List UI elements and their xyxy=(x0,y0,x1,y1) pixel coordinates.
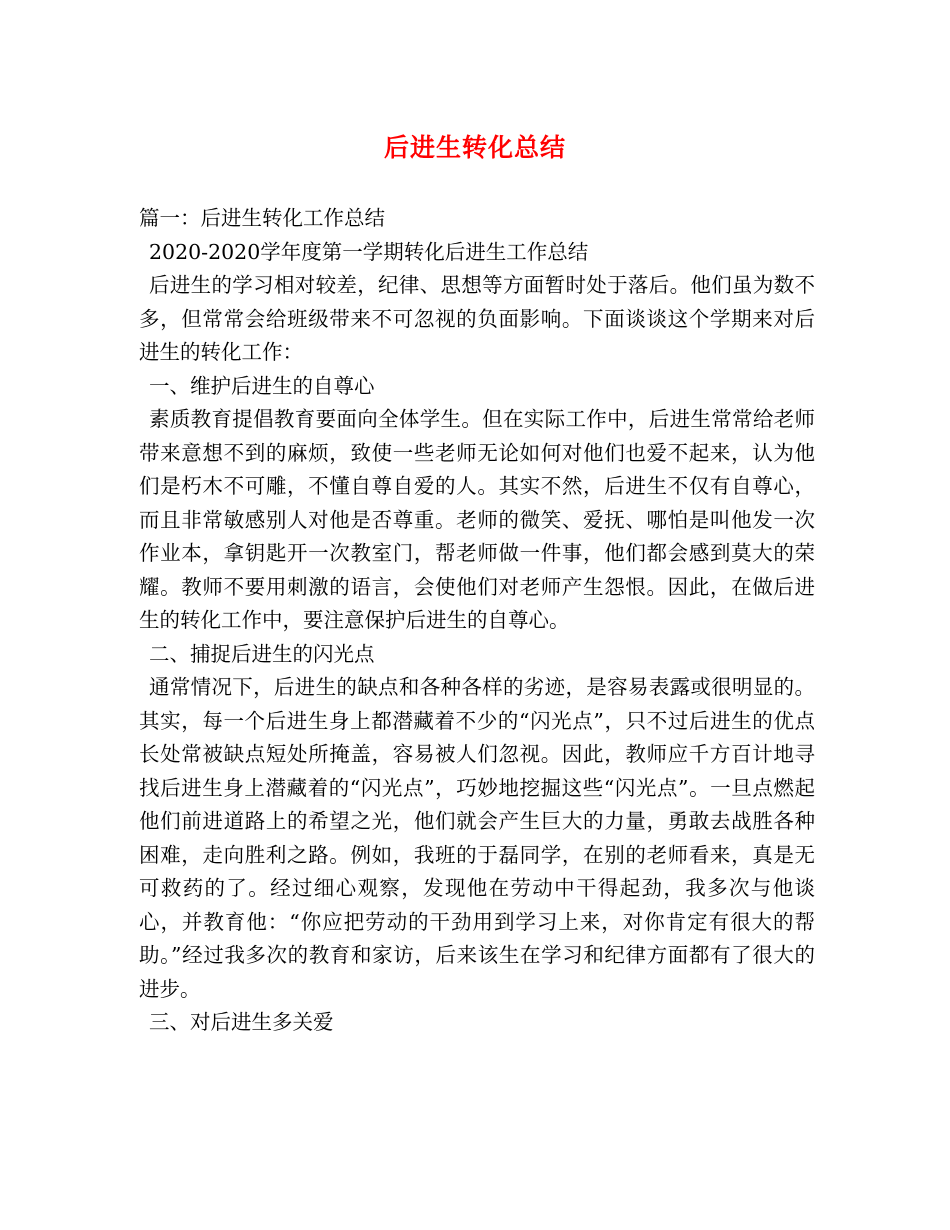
body-paragraph: 通常情况下，后进生的缺点和各种各样的劣迹，是容易表露或很明显的。其实，每一个后进生身上都潜藏着不少的“闪光点”，只不过后进生的优点长处常被缺点短处所掩盖，容易被人们忽视。因此，教师应千方百计地寻找后进生身上潜藏着的“闪光点”，巧妙地挖掘这些“闪光点”。一旦点燃起他们前进道路上的希望之光，他们就会产生巨大的力量，勇敢去战胜各种困难，走向胜利之路。例如，我班的于磊同学，在别的老师看来，真是无可救药的了。经过细心观察，发现他在劳动中干得起劲，我多次与他谈心，并教育他：“你应把劳动的干劲用到学习上来，对你肯定有很大的帮助。”经过我多次的教育和家访，后来该生在学习和纪律方面都有了很大的进步。 xyxy=(139,675,815,1001)
subtitle-line: 2020-2020学年度第一学期转化后进生工作总结 xyxy=(149,239,589,264)
subsection-heading: 一、维护后进生的自尊心 xyxy=(149,373,375,398)
body-paragraph: 素质教育提倡教育要面向全体学生。但在实际工作中，后进生常常给老师带来意想不到的麻烦，致使一些老师无论如何对他们也爱不起来，认为他们是朽木不可雕，不懂自尊自爱的人。其实不然，后进生不仅有自尊心，而且非常敏感别人对他是否尊重。老师的微笑、爱抚、哪怕是叫他发一次作业本，拿钥匙开一次教室门，帮老师做一件事，他们都会感到莫大的荣耀。教师不要用刺激的语言，会使他们对老师产生怨恨。因此，在做后进生的转化工作中，要注意保护后进生的自尊心。 xyxy=(139,407,815,632)
document-title: 后进生转化总结 xyxy=(383,133,566,162)
section-heading: 篇一：后进生转化工作总结 xyxy=(139,206,385,230)
subsection-heading: 三、对后进生多关爱 xyxy=(149,1010,334,1034)
body-paragraph: 后进生的学习相对较差，纪律、思想等方面暂时处于落后。他们虽为数不多，但常常会给班级带来不可忽视的负面影响。下面谈谈这个学期来对后进生的转化工作： xyxy=(139,273,815,364)
document-body xyxy=(139,202,815,1040)
subsection-heading: 二、捕捉后进生的闪光点 xyxy=(149,641,375,666)
